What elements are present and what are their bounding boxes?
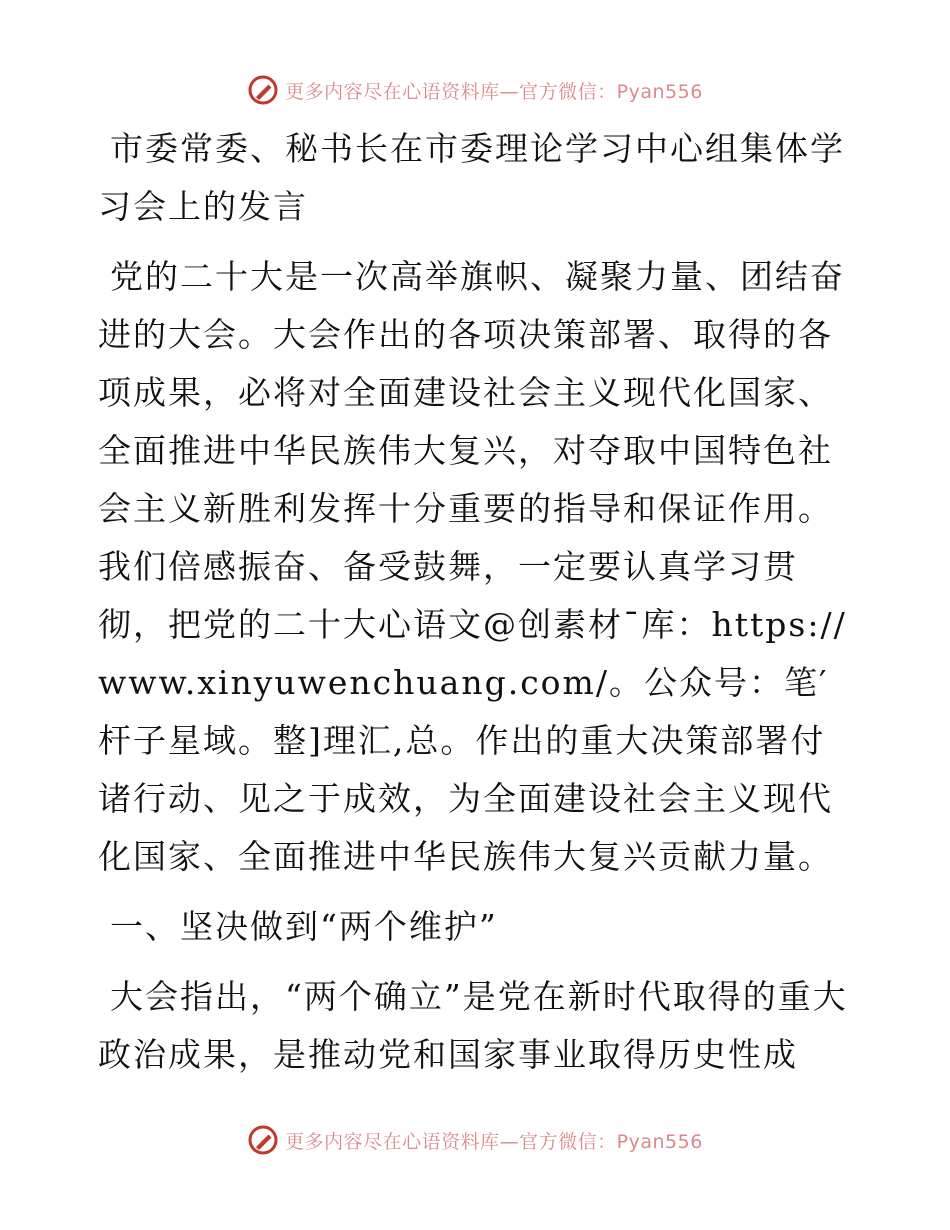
document-content: [98, 120, 858, 1096]
header-banner: [0, 70, 950, 110]
footer-banner-text: 更多内容尽在心语资料库—官方微信：Pyan556: [285, 1130, 703, 1153]
footer-banner: [0, 1120, 950, 1160]
section-heading-1: 一、坚决做到“两个维护”: [110, 907, 498, 946]
header-banner-text: 更多内容尽在心语资料库—官方微信：Pyan556: [285, 80, 703, 103]
paragraph-1: 党的二十大是一次高举旗帜、凝聚力量、团结奋进的大会。大会作出的各项决策部署、取得的各项成果，必将对全面建设社会主义现代化国家、全面推进中华民族伟大复兴，对夺取中国特色社会主义新胜利发挥十分重要的指导和保证作用。我们倍感振奋、备受鼓舞，一定要认真学习贯彻，把党的二十大心语文@创素材¯库：https://www.xinyuwenchuang.com/。公众号：笔′杆子星域。整]理汇,总。作出的重大决策部署付诸行动、见之于成效，为全面建设社会主义现代化国家、全面推进中华民族伟大复兴贡献力量。: [98, 257, 847, 876]
pen-circle-logo-icon: [247, 1124, 279, 1156]
pen-circle-logo-icon: [247, 74, 279, 106]
paragraph-2: 大会指出，“两个确立”是党在新时代取得的重大政治成果，是推动党和国家事业取得历史性成: [98, 977, 848, 1074]
document-title: 市委常委、秘书长在市委理论学习中心组集体学习会上的发言: [98, 129, 845, 226]
